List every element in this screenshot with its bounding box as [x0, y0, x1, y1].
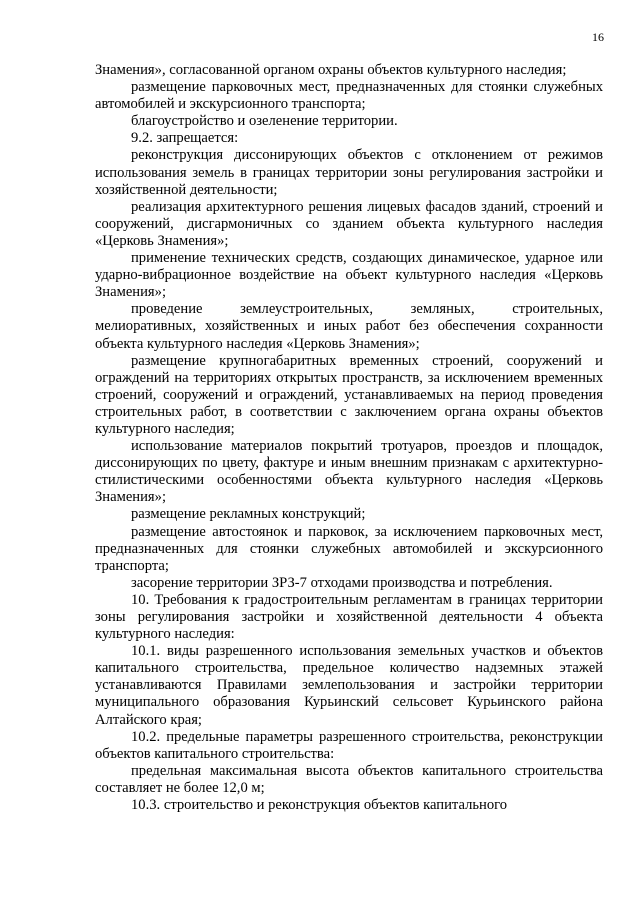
paragraph: 10.1. виды разрешенного использования земельных участков и объектов капитального строительства, предельное количество надземных этажей устанавливаются Правилами землепользования и застройки территории муниципального образования Курьинский сельсовет Курьинского района Алтайского края; — [95, 643, 603, 728]
paragraph: размещение крупногабаритных временных строений, сооружений и ограждений на территориях открытых пространств, за исключением временных строений, сооружений и ограждений, устанавливаемых на период проведения строительных работ, в соответствии с заключением органа охраны объектов культурного наследия; — [95, 352, 603, 437]
paragraph: реализация архитектурного решения лицевых фасадов зданий, строений и сооружений, дисгармоничных со зданием объекта культурного наследия «Церковь Знамения»; — [95, 198, 603, 249]
paragraph: Знамения», согласованной органом охраны объектов культурного наследия; — [95, 62, 567, 78]
page-number: 16 — [592, 30, 604, 44]
document-body — [95, 62, 603, 814]
paragraph: использование материалов покрытий тротуаров, проездов и площадок, диссонирующих по цвету, фактуре и иным внешним признакам с архитектурно-стилистическими особенностями объекта культурного наследия «Церковь Знамения»; — [95, 438, 603, 506]
paragraph: 10.3. строительство и реконструкция объектов капитального — [131, 797, 508, 814]
section-heading: 9.2. запрещается: — [131, 130, 239, 147]
paragraph: размещение автостоянок и парковок, за исключением парковочных мест, предназначенных для стоянки служебных автомобилей и экскурсионного транспорта; — [95, 523, 603, 574]
paragraph: применение технических средств, создающих динамическое, ударное или ударно-вибрационное воздействие на объект культурного наследия «Церковь Знамения»; — [95, 250, 603, 301]
paragraph: предельная максимальная высота объектов капитального строительства составляет не более 12,0 м; — [95, 762, 603, 796]
paragraph: благоустройство и озеленение территории. — [131, 113, 398, 130]
paragraph: размещение парковочных мест, предназначенных для стоянки служебных автомобилей и экскурсионного транспорта; — [95, 79, 603, 113]
paragraph: проведение землеустроительных, земляных, строительных, мелиоративных, хозяйственных и иных работ без обеспечения сохранности объекта культурного наследия «Церковь Знамения»; — [95, 301, 603, 352]
paragraph: реконструкция диссонирующих объектов с отклонением от режимов использования земель в границах территории зоны регулирования застройки и хозяйственной деятельности; — [95, 147, 603, 198]
section-heading: 10. Требования к градостроительным регламентам в границах территории зоны регулирования застройки и хозяйственной деятельности 4 объекта культурного наследия: — [95, 591, 603, 643]
paragraph: 10.2. предельные параметры разрешенного строительства, реконструкции объектов капитального строительства: — [95, 728, 603, 762]
paragraph: засорение территории ЗРЗ-7 отходами производства и потребления. — [131, 574, 553, 591]
paragraph: размещение рекламных конструкций; — [131, 506, 366, 523]
